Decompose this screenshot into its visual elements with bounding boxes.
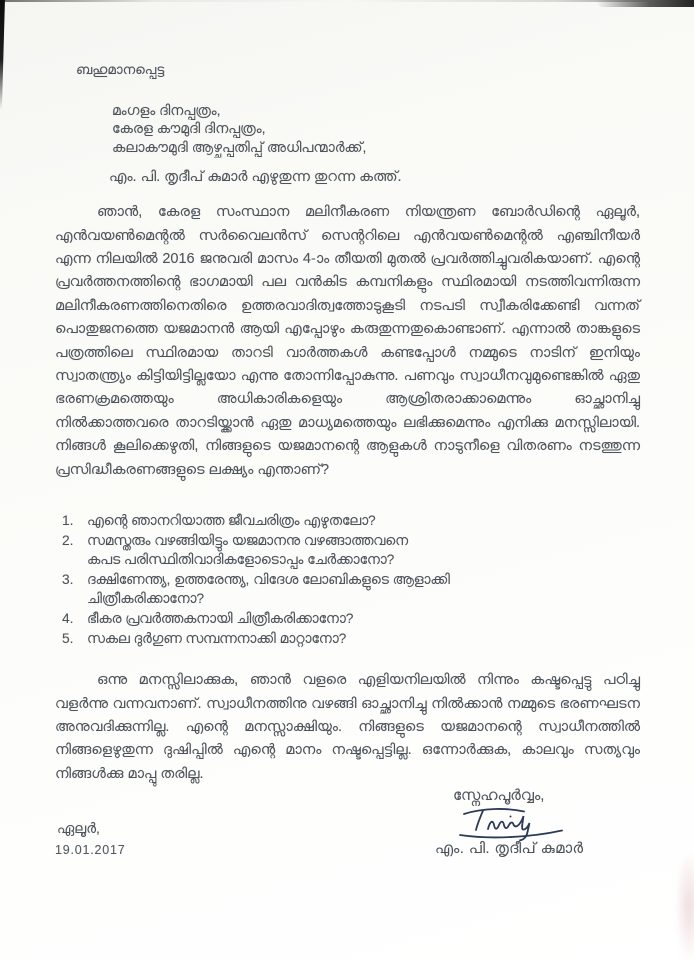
question-item: [62, 531, 640, 570]
question-item: [62, 570, 640, 609]
question-text: സമസ്തരും വഴങ്ങിയിട്ടും യജമാനനു വഴങ്ങാത്തവനെ കപട പരിസ്ഥിതിവാദികളോടൊപ്പം ചേർക്കാനോ?: [87, 532, 408, 568]
body-paragraph-2: ഒന്നു മനസ്സിലാക്കുക, ഞാൻ വളരെ എളിയനിലയിൽ നിന്നും കഷ്ടപ്പെട്ടു പഠിച്ചു വളർന്നു വന്നവനാണ്. സ്വാധീനത്തിനു വഴങ്ങി ഓച്ഛാനിച്ചു നിൽക്കാൻ നമ്മുടെ ഭരണഘടന അനുവദിക്കുന്നില്ല. എന്റെ മനസ്സാക്ഷിയും. നിങ്ങളുടെ യജമാനന്റെ സ്വാധീനത്തിൽ നിങ്ങളെഴുതുന്ന ദുഷിപ്പിൽ എന്റെ മാനം നഷ്ടപ്പെട്ടില്ല. ഒന്നോർക്കുക, കാലവും സത്യവും നിങ്ങൾക്കു മാപ്പു തരില്ല.: [55, 672, 640, 782]
recipient-block: [112, 101, 640, 156]
question-text: സകല ദുർഗുണ സമ്പന്നനാക്കി മാറ്റാനോ?: [87, 630, 347, 646]
question-text: എന്റെ ഞാനറിയാത്ത ജീവചരിത്രം എഴുതലോ?: [87, 513, 376, 529]
recipient-line: മംഗളം ദിനപ്പത്രം,: [112, 102, 221, 118]
question-text: ഭീകര പ്രവർത്തകനായി ചിത്രീകരിക്കാനോ?: [87, 611, 354, 627]
body-paragraph-1: ഞാൻ, കേരള സംസ്ഥാന മലിനീകരണ നിയന്ത്രണ ബോർഡിന്റെ ഏലൂർ, എൻവയൺമെന്റൽ സർവൈലൻസ് സെന്ററിലെ എൻവയൺമെന്റൽ എഞ്ചിനീയർ എന്ന നിലയിൽ 2016 ജനുവരി മാസം 4-ാം തീയതി മുതൽ പ്രവർത്തിച്ചുവരികയാണ്. എന്റെ പ്രവർത്തനത്തിന്റെ ഭാഗമായി പല വൻകിട കമ്പനികളും സ്ഥിരമായി നടത്തിവന്നിരുന്ന മലിനീകരണത്തിനെതിരെ ഉത്തരവാദിത്വത്തോടുകൂടി നടപടി സ്വീകരിക്കേണ്ടി വന്നത് പൊതുജനത്തെ യജമാനൻ ആയി എപ്പോഴും കരുതുന്നതുകൊണ്ടാണ്. എന്നാൽ താങ്കളുടെ പത്രത്തിലെ സ്ഥിരമായ താറടി വാർത്തകൾ കണ്ടപ്പോൾ നമ്മുടെ നാടിന് ഇനിയും സ്വാതന്ത്ര്യം കിട്ടിയിട്ടില്ലയോ എന്നു തോന്നിപ്പോകുന്നു. പണവും സ്വാധീനവുമുണ്ടെങ്കിൽ ഏതു ഭരണക്രമത്തെയും അധികാരികളെയും ആശ്രിതരാക്കാമെന്നും ഓച്ഛാനിച്ചു നിൽക്കാത്തവരെ താറടിയ്ക്കാൻ ഏതു മാധ്യമത്തെയും ലഭിക്കുമെന്നും എനിക്കു മനസ്സിലായി. നിങ്ങൾ കൂലിക്കെഴുതി, നിങ്ങളുടെ യജമാനന്റെ ആളുകൾ നാടുനീളെ വിതരണം നടത്തുന്ന പ്രസിദ്ധീകരണങ്ങളുടെ ലക്ഷ്യം എന്താണ്?: [55, 204, 640, 478]
question-item: [62, 609, 640, 629]
place-line: ഏലൂർ,: [57, 820, 100, 836]
question-text: ദക്ഷിണേന്ത്യ, ഉത്തരേന്ത്യ, വിദേശ ലോബികളുടെ ആളാക്കി ചിത്രീകരിക്കാനോ?: [87, 571, 450, 607]
question-item: [62, 629, 640, 649]
question-number: 3.: [62, 571, 74, 587]
subject-line: എം. പി. തൃദീപ് കുമാർ എഴുതുന്ന തുറന്ന കത്ത്.: [109, 169, 402, 186]
recipient-line: കലാകൗമുദി ആഴ്ചപ്പതിപ്പ് അധിപന്മാർക്ക്,: [112, 138, 367, 155]
salutation-line: ബഹുമാനപ്പെട്ട: [76, 62, 165, 77]
signature-handwriting: [450, 801, 580, 841]
question-item: [62, 511, 640, 531]
signer-name: എം. പി. തൃദീപ് കുമാർ: [435, 840, 584, 857]
question-number: 5.: [62, 630, 74, 646]
date-line: 19.01.2017: [55, 843, 126, 857]
question-number: 4.: [62, 611, 74, 627]
recipient-line: കേരള കൗമുദി ദിനപ്പത്രം,: [112, 120, 266, 137]
closing-line: സ്നേഹപൂർവ്വം,: [453, 787, 545, 804]
question-number: 1.: [62, 513, 74, 529]
question-number: 2.: [62, 532, 74, 548]
question-list: [62, 511, 640, 648]
